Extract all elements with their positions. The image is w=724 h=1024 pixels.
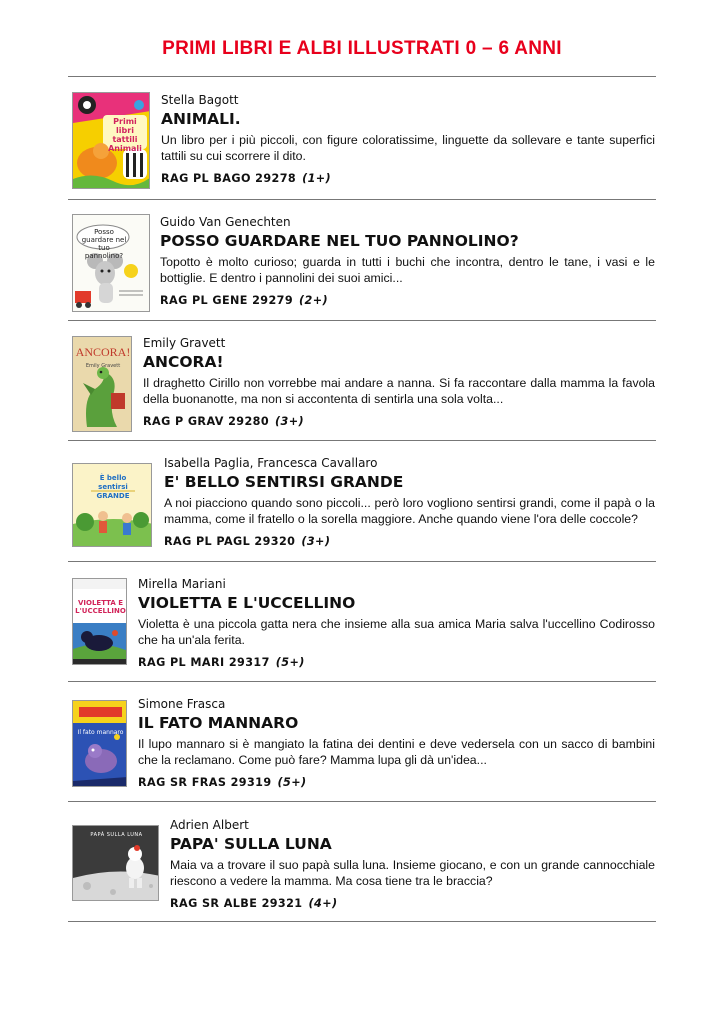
cover-title: Posso guardare nel tuo pannolino? [81,228,127,260]
shelfmark-code: RAG SR FRAS 29319 [138,776,272,789]
book-description: Il draghetto Cirillo non vorrebbe mai andare a nanna. Si fa raccontare dalla mamma la favola della buonanotte, ma non si accontenta di sentirla una sola volta... [143,376,655,406]
book-description: A noi piacciono quando sono piccoli... però loro vogliono sentirsi grandi, come il papà o la mamma, come il fratello o la sorella maggiore. Anche quando viene l'ora delle coccole? [164,496,655,526]
book-details [161,93,655,186]
book-shelfmark [160,294,655,308]
book-author: Mirella Mariani [138,577,226,591]
age-range: (2+) [299,294,329,307]
divider [68,76,656,77]
book-cover-bello-grande[interactable] [72,463,152,547]
shelfmark-code: RAG PL BAGO 29278 [161,172,297,185]
divider [68,921,656,922]
book-description: Maia va a trovare il suo papà sulla luna. Insieme giocano, e con un grande cannocchiale riescono a vedere la mamma. Ma cosa tiene tra le braccia? [170,858,655,888]
shelfmark-code: RAG SR ALBE 29321 [170,897,303,910]
book-shelfmark [138,656,655,670]
book-details [138,577,655,670]
book-cover-animali[interactable] [72,92,150,189]
book-title[interactable]: VIOLETTA E L'UCCELLINO [138,594,356,612]
book-title[interactable]: PAPA' SULLA LUNA [170,835,332,853]
age-range: (5+) [275,656,305,669]
book-author: Emily Gravett [143,336,226,350]
shelfmark-code: RAG PL GENE 29279 [160,294,294,307]
book-details [164,456,655,549]
divider [68,199,656,200]
book-details [170,818,655,911]
cover-title: È bello sentirsi GRANDE [96,474,130,500]
book-shelfmark [164,535,655,549]
book-shelfmark [138,776,655,790]
divider [68,320,656,321]
cover-title: Primi libri tattili Animali [108,117,142,153]
divider [68,440,656,441]
divider [68,681,656,682]
shelfmark-code: RAG P GRAV 29280 [143,415,270,428]
book-cover-ancora[interactable] [72,336,132,432]
book-description: Violetta è una piccola gatta nera che insieme alla sua amica Maria salva l'uccellino Codirosso che ha un'ala ferita. [138,617,655,647]
book-title[interactable]: ANCORA! [143,353,224,371]
book-title[interactable]: ANIMALI. [161,110,241,128]
age-range: (1+) [302,172,332,185]
cover-title: VIOLETTA E L'UCCELLINO [75,599,126,615]
age-range: (3+) [301,535,331,548]
book-shelfmark [143,415,655,429]
book-description: Il lupo mannaro si è mangiato la fatina dei dentini e deve vedersela con un sacco di bambini che la reclamano. Come può fare? Mamma lupa gli dà un'idea... [138,737,655,767]
cover-title: Il fato mannaro [77,729,124,736]
book-author: Isabella Paglia, Francesca Cavallaro [164,456,378,470]
book-shelfmark [170,897,655,911]
book-author: Adrien Albert [170,818,249,832]
book-cover-fato-mannaro[interactable] [72,700,127,787]
book-details [143,336,655,429]
age-range: (4+) [308,897,338,910]
cover-title: ANCORA! [75,345,131,359]
book-shelfmark [161,172,655,186]
book-details [160,215,655,308]
divider [68,801,656,802]
shelfmark-code: RAG PL MARI 29317 [138,656,270,669]
shelfmark-code: RAG PL PAGL 29320 [164,535,296,548]
book-cover-pannolino[interactable] [72,214,150,312]
page-title: PRIMI LIBRI E ALBI ILLUSTRATI 0 – 6 ANNI [162,38,562,59]
book-title[interactable]: IL FATO MANNARO [138,714,299,732]
cover-illustration [73,579,127,665]
book-cover-violetta[interactable] [72,578,127,665]
age-range: (5+) [277,776,307,789]
cover-illustration [73,701,127,787]
book-author: Simone Frasca [138,697,226,711]
book-description: Topotto è molto curioso; guarda in tutti i buchi che incontra, dentro le tane, i vasi e le bottiglie. E dentro i pannolini dei suoi amici... [160,255,655,285]
book-title[interactable]: POSSO GUARDARE NEL TUO PANNOLINO? [160,232,519,250]
book-details [138,697,655,790]
book-author: Stella Bagott [161,93,239,107]
divider [68,561,656,562]
cover-title: PAPÀ SULLA LUNA [90,832,143,838]
book-author: Guido Van Genechten [160,215,291,229]
age-range: (3+) [275,415,304,428]
book-title[interactable]: E' BELLO SENTIRSI GRANDE [164,473,404,491]
cover-author: Emily Gravett [85,363,121,369]
book-description: Un libro per i più piccoli, con figure coloratissime, linguette da sollevare e tante superfici tattili su cui scorrere il dito. [161,133,655,163]
book-cover-papa-luna[interactable] [72,825,159,901]
